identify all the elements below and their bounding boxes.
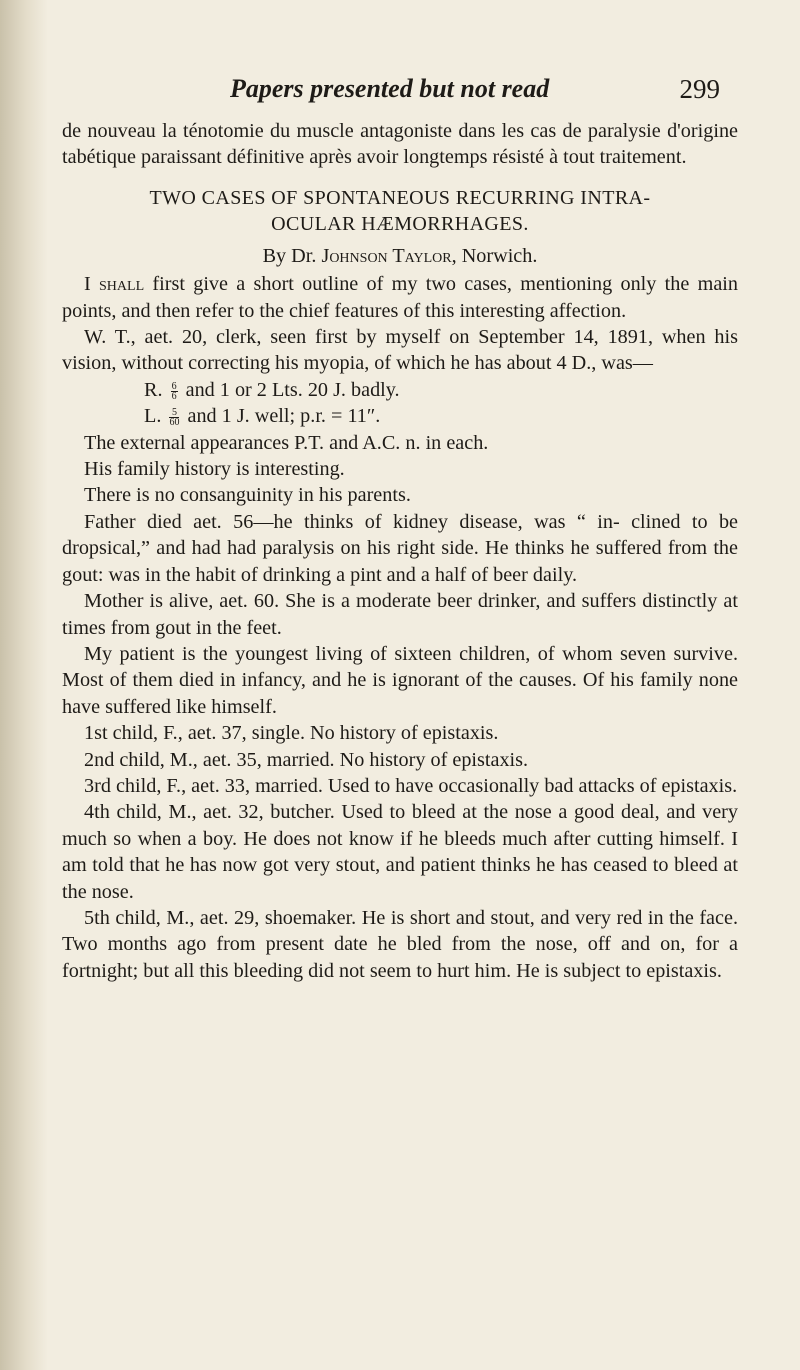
va-left-numerator: 5	[169, 408, 179, 418]
va-right-text: and 1 or 2 Lts. 20 J. badly.	[185, 378, 400, 401]
paragraph-1-lead: I shall	[84, 273, 145, 296]
va-left-denominator: 60	[169, 417, 180, 429]
paragraph-1	[62, 271, 738, 324]
paragraph-11: 3rd child, F., aet. 33, married. Used to have occasionally bad attacks of epistaxis.	[84, 774, 738, 797]
visual-acuity-left	[62, 403, 738, 429]
binding-shadow	[0, 0, 48, 1370]
paragraph-7: Mother is alive, aet. 60. She is a moderate beer drinker, and suffers distinctly at times from gout in the feet.	[62, 590, 738, 639]
article-title	[62, 185, 738, 237]
article-title-line-1: TWO CASES OF SPONTANEOUS RECURRING INTRA-	[149, 186, 651, 209]
author-name: Johnson Taylor	[321, 244, 452, 267]
va-right-numerator: 6	[171, 380, 177, 392]
visual-acuity-right	[62, 377, 738, 403]
paragraph-5: There is no consanguinity in his parents.	[84, 484, 411, 507]
paragraph-13: 5th child, M., aet. 29, shoemaker. He is short and stout, and very red in the face. Two months ago from present date he bled from the nose, off and on, for a fortnight; but all this bleeding did not seem to hurt him. He is subject to epistaxis.	[62, 906, 738, 982]
paragraph-6: Father died aet. 56—he thinks of kidney disease, was “ in- clined to be dropsical,” and had had paralysis on his right side. He thinks he suffered from the gout: was in the habit of drinking a pint and a half of beer daily.	[62, 510, 738, 586]
body-text	[62, 118, 738, 984]
va-right-fraction	[171, 382, 178, 401]
author-location: , Norwich.	[451, 244, 538, 267]
running-title: Papers presented but not read	[230, 74, 550, 103]
va-right-eye: R.	[144, 378, 163, 401]
paragraph-9: 1st child, F., aet. 37, single. No history of epistaxis.	[84, 722, 499, 745]
va-left-eye: L.	[144, 405, 162, 428]
va-left-text: and 1 J. well; p.r. = 11″.	[187, 405, 381, 428]
paragraph-8: My patient is the youngest living of sixteen children, of whom seven survive. Most of them died in infancy, and he is ignorant of the causes. Of his family none have suffered like himself.	[62, 642, 738, 718]
paragraph-12: 4th child, M., aet. 32, butcher. Used to bleed at the nose a good deal, and very much so when a boy. He does not know if he bleeds much after cutting himself. I am told that he has now got very stout, and patient thinks he has ceased to bleed at the nose.	[62, 801, 738, 903]
paragraph-3: The external appearances P.T. and A.C. n. in each.	[84, 431, 489, 454]
intro-paragraph: de nouveau la ténotomie du muscle antagoniste dans les cas de paralysie d'origine tabétique paraissant définitive après avoir longtemps résisté à tout traitement.	[62, 120, 738, 169]
va-left-fraction	[169, 408, 179, 427]
paragraph-4: His family history is interesting.	[84, 458, 345, 481]
byline-prefix: By Dr.	[262, 244, 317, 267]
paragraph-10: 2nd child, M., aet. 35, married. No history of epistaxis.	[84, 748, 529, 771]
paragraph-2: W. T., aet. 20, clerk, seen first by myself on September 14, 1891, when his vision, without correcting his myopia, of which he has about 4 D., was—	[62, 326, 738, 375]
page-header	[230, 74, 720, 114]
page-number: 299	[679, 74, 720, 104]
byline	[62, 243, 738, 269]
article-title-line-2: OCULAR HÆMORRHAGES.	[271, 212, 529, 235]
paragraph-1-text: first give a short outline of my two cases, mentioning only the main points, and then refer to the chief features of this interesting affection.	[62, 273, 738, 322]
va-right-denominator: 6	[171, 390, 177, 402]
